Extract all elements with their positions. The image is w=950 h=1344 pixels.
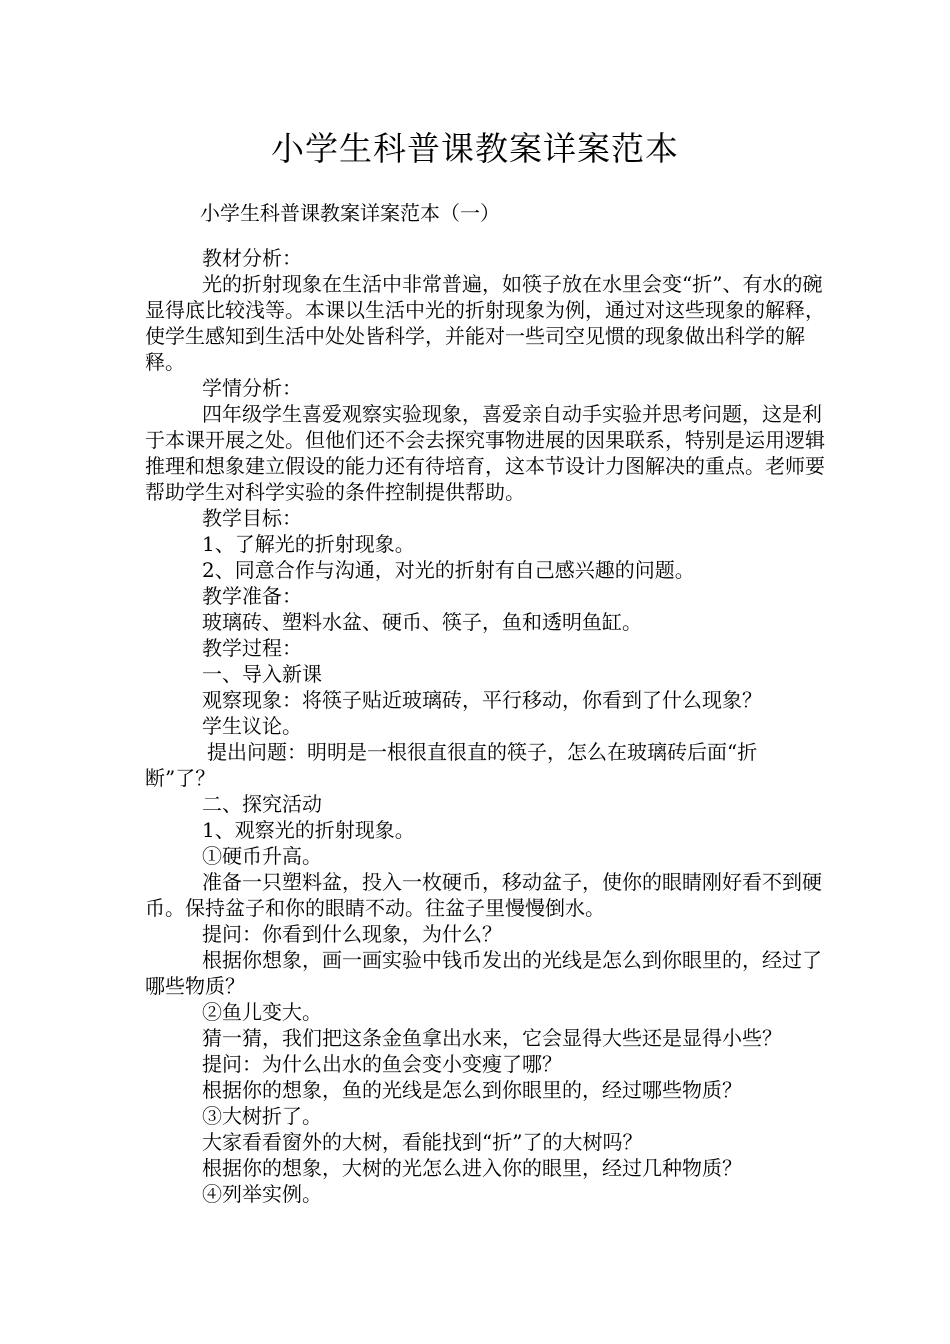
paragraph: 准备一只塑料盆，投入一枚硬币，移动盆子，使你的眼睛刚好看不到硬币。保持盆子和你的眼睛不动。往盆子里慢慢倒水。	[145, 870, 822, 920]
heading-teaching-process: 教学过程：	[202, 636, 302, 660]
list-item: 2、同意合作与沟通，对光的折射有自己感兴趣的问题。	[202, 558, 695, 582]
heading-textbook-analysis: 教材分析：	[202, 246, 302, 270]
paragraph: 提问：你看到什么现象，为什么？	[202, 922, 502, 946]
paragraph: 四年级学生喜爱观察实验现象，喜爱亲自动手实验并思考问题，这是利于本课开展之处。但他们还不会去探究事物进展的因果联系，特别是运用逻辑推理和想象建立假设的能力还有待培育，这本节设计力图解决的重点。老师要帮助学生对科学实验的条件控制提供帮助。	[145, 402, 825, 504]
heading-teaching-goals: 教学目标：	[202, 506, 302, 530]
heading-teaching-prep: 教学准备：	[202, 584, 302, 608]
list-item: ①硬币升高。	[202, 844, 322, 868]
section-subtitle: 小学生科普课教案详案范本（一）	[200, 201, 500, 225]
page-title: 小学生科普课教案详案范本	[271, 129, 679, 168]
paragraph: 光的折射现象在生活中非常普遍，如筷子放在水里会变“折”、有水的碗显得底比较浅等。本课以生活中光的折射现象为例，通过对这些现象的解释，使学生感知到生活中处处皆科学，并能对一些司空见惯的现象做出科学的解释。	[145, 272, 825, 374]
list-item: ②鱼儿变大。	[202, 1000, 322, 1024]
section-heading: 一、导入新课	[202, 662, 322, 686]
paragraph: 学生议论。	[202, 714, 302, 738]
list-item: ③大树折了。	[202, 1104, 322, 1128]
list-item: ④列举实例。	[202, 1182, 322, 1206]
paragraph: 玻璃砖、塑料水盆、硬币、筷子，鱼和透明鱼缸。	[202, 610, 642, 634]
list-item: 1、观察光的折射现象。	[202, 818, 415, 842]
paragraph: 猜一猜，我们把这条金鱼拿出水来，它会显得大些还是显得小些？	[202, 1026, 782, 1050]
paragraph: 根据你想象，画一画实验中钱币发出的光线是怎么到你眼里的，经过了哪些物质？	[145, 948, 822, 998]
paragraph: 提出问题：明明是一根很直很直的筷子，怎么在玻璃砖后面“折断”了？	[145, 740, 758, 790]
paragraph: 根据你的想象，大树的光怎么进入你的眼里，经过几种物质？	[202, 1156, 742, 1180]
paragraph: 提问：为什么出水的鱼会变小变瘦了哪？	[202, 1052, 562, 1076]
list-item: 1、了解光的折射现象。	[202, 532, 415, 556]
heading-student-analysis: 学情分析：	[202, 376, 302, 400]
paragraph: 大家看看窗外的大树，看能找到“折”了的大树吗？	[202, 1130, 643, 1154]
section-heading: 二、探究活动	[202, 792, 322, 816]
paragraph: 根据你的想象，鱼的光线是怎么到你眼里的，经过哪些物质？	[202, 1078, 742, 1102]
document-body	[145, 245, 825, 1207]
paragraph: 观察现象：将筷子贴近玻璃砖，平行移动，你看到了什么现象？	[202, 688, 762, 712]
